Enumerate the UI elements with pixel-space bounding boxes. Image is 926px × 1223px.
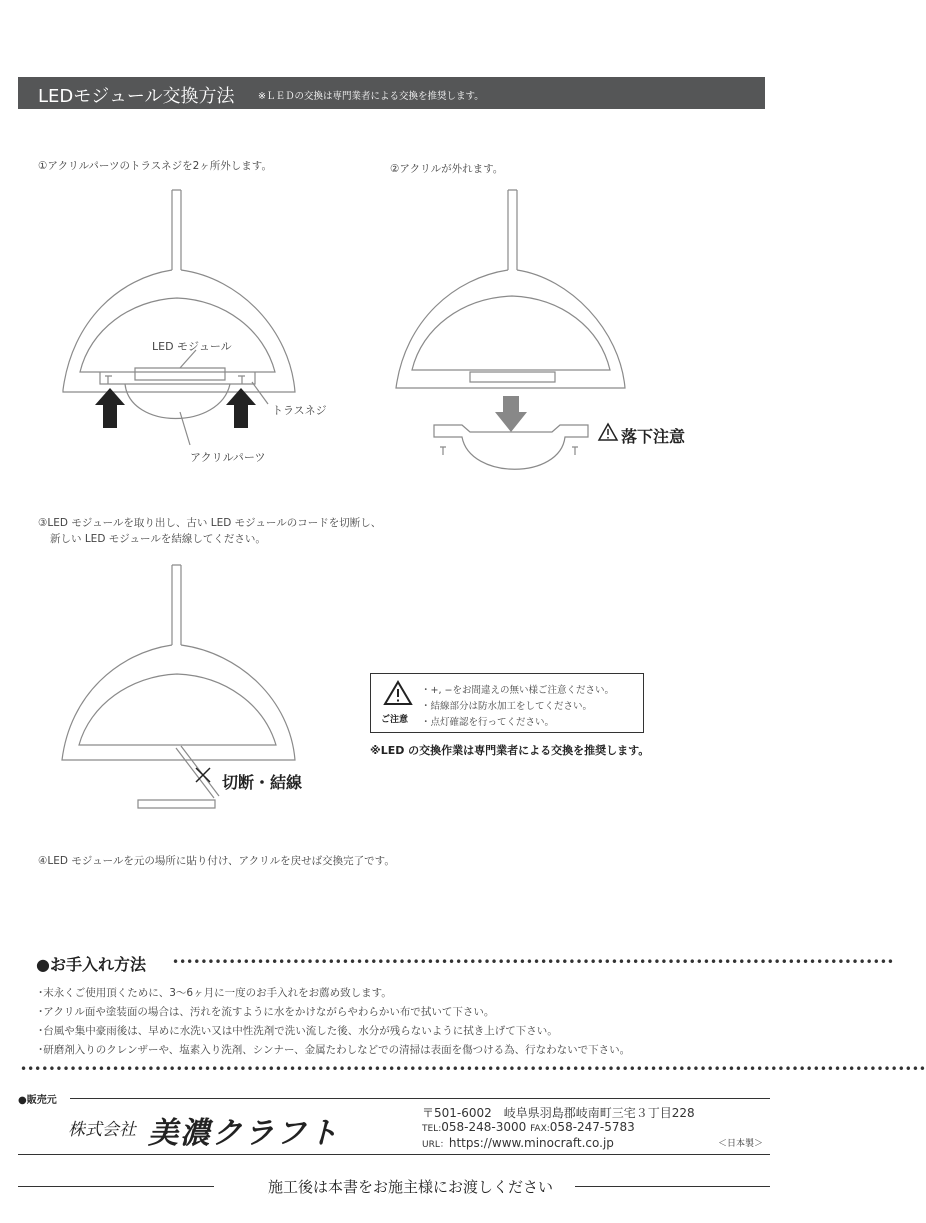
fax-label: FAX: [530, 1124, 550, 1134]
care-item-3: ･台風や集中豪雨後は、早めに水洗い又は中性洗剤で洗い流した後、水分が残らないように拭き上げて下さい。 [38, 1025, 558, 1037]
care-item-1: ･末永くご使用頂くために、3〜6ヶ月に一度のお手入れをお薦め致します。 [38, 987, 392, 999]
step-4-text: ④LED モジュールを元の場所に貼り付け、アクリルを戻せば交換完了です。 [38, 855, 395, 867]
footer-rule-right [575, 1186, 770, 1187]
caution-item-1: ・+, −をお間違えの無い様ご注意ください。 [421, 685, 614, 696]
caution-item-3: ・点灯確認を行ってください。 [421, 717, 555, 728]
url-label: URL： [422, 1140, 449, 1150]
cut-mark [196, 768, 210, 782]
fax-number: 058-247-5783 [549, 1120, 635, 1134]
caution-item-2: ・結線部分は防水加工をしてください。 [421, 701, 593, 712]
caution-box [370, 673, 644, 733]
caution-bold-note: ※LED の交換作業は専門業者による交換を推奨します。 [370, 744, 650, 757]
caution-icon [383, 680, 413, 706]
label-acrylic-part: アクリルパーツ [190, 451, 266, 464]
step-1-text: ①アクリルパーツのトラスネジを2ヶ所外します。 [38, 160, 272, 172]
footer-note: 施工後は本書をお施主様にお渡しください [267, 1178, 553, 1196]
care-title: ●お手入れ方法 [36, 955, 146, 974]
step-3-text-line2: 新しい LED モジュールを結線してください。 [50, 533, 266, 545]
step-2-text: ②アクリルが外れます。 [390, 163, 504, 175]
section-title: LEDモジュール交換方法 [38, 86, 235, 107]
company-address: 〒501-6002 岐阜県羽島郡岐南町三宅３丁目228 [422, 1106, 695, 1120]
seller-label: ●販売元 [18, 1095, 57, 1106]
company-prefix: 株式会社 [68, 1120, 136, 1140]
tel-label: TEL: [422, 1124, 442, 1134]
seller-top-rule [70, 1098, 770, 1099]
care-title-dots: •••••••••••••••••••••••••••••••••••••••••••••••••••••••••••••••••••••••••••••••••••••••••••••••••••••• [172, 955, 894, 969]
caution-label: ご注意 [381, 715, 409, 725]
care-item-2: ･アクリル面や塗装面の場合は、汚れを流すように水をかけながらやわらかい布で拭いて下さい。 [38, 1006, 495, 1018]
label-cut-connect: 切断・結線 [222, 773, 303, 792]
care-item-4: ･研磨剤入りのクレンザーや、塩素入り洗剤、シンナー、金属たわしなどでの清掃は表面を傷つける為、行なわないで下さい。 [38, 1044, 631, 1056]
tel-number: 058-248-3000 [441, 1120, 527, 1134]
step-3-text-line1: ③LED モジュールを取り出し、古い LED モジュールのコードを切断し、 [38, 517, 382, 529]
section-note: ※ＬＥＤの交換は専門業者による交換を推奨します。 [258, 91, 484, 102]
label-led-module: LED モジュール [152, 340, 232, 353]
company-logo: 美濃クラフト [148, 1116, 340, 1151]
label-drop-caution: 落下注意 [621, 427, 686, 446]
label-truss-screw: トラスネジ [272, 404, 327, 417]
company-url-row [422, 1136, 614, 1150]
care-divider-dots: •••••••••••••••••••••••••••••••••••••••••••••••••••••••••••••••••••••••••••••••••••••••••••••••••••••••••••••••••••••••••••••••• [20, 1062, 926, 1076]
company-url[interactable]: https://www.minocraft.co.jp [448, 1136, 614, 1150]
company-phone-fax [422, 1120, 635, 1134]
seller-bottom-rule [18, 1154, 770, 1155]
made-in-label: ＜日本製＞ [718, 1139, 764, 1149]
